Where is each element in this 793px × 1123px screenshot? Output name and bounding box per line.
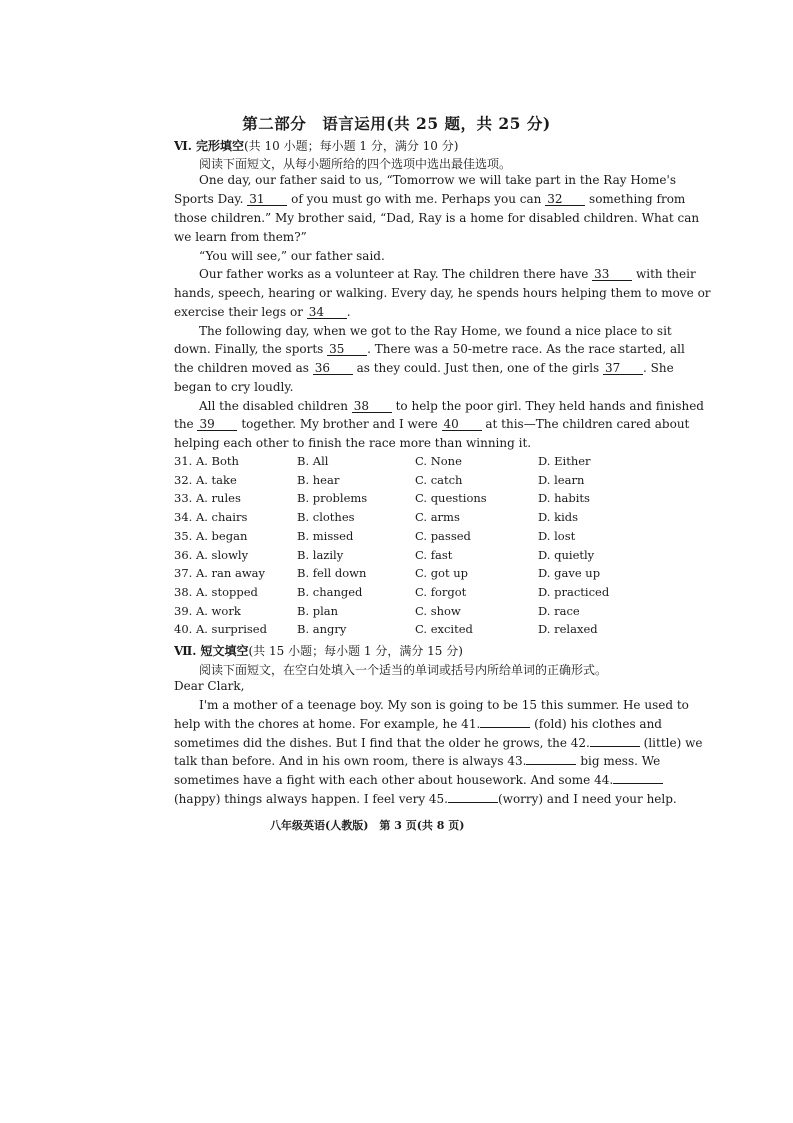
blank-38: 38: [352, 400, 392, 413]
passage-line: [174, 305, 650, 319]
letter-text: talk than before. And in his own room, there is always 43.: [174, 754, 527, 768]
option-35-d: D. lost: [538, 529, 576, 543]
option-32-d: D. learn: [538, 473, 585, 487]
option-39-d: D. race: [538, 604, 580, 618]
passage-line: [199, 173, 676, 187]
passage-line: [174, 436, 650, 450]
option-37-a: 37. A. ran away: [174, 566, 266, 580]
passage-line: [174, 192, 686, 206]
option-36-c: C. fast: [415, 548, 453, 562]
option-34-d: D. kids: [538, 510, 579, 524]
option-35-b: B. missed: [297, 529, 354, 543]
letter-text: (fold) his clothes and: [534, 717, 662, 731]
option-34-c: C. arms: [415, 510, 460, 524]
passage-text: down. Finally, the sports: [174, 342, 324, 356]
passage-text: the children moved as: [174, 361, 309, 375]
letter-text: sometimes did the dishes. But I find that the older he grows, the 42.: [174, 736, 590, 750]
passage-text: those children.” My brother said, “Dad, Ray is a home for disabled children. What can: [174, 211, 700, 225]
option-31-b: B. All: [297, 454, 329, 468]
passage-text: . She: [643, 361, 674, 375]
option-40-d: D. relaxed: [538, 622, 598, 636]
option-31-d: D. Either: [538, 454, 591, 468]
passage-line: [174, 361, 674, 375]
option-32-a: 32. A. take: [174, 473, 237, 487]
option-34-a: 34. A. chairs: [174, 510, 248, 524]
page-footer: 八年级英语(人教版) 第 3 页(共 8 页): [270, 819, 465, 832]
option-38-b: B. changed: [297, 585, 363, 599]
blank-41[interactable]: [480, 727, 530, 728]
letter-line: [174, 736, 703, 750]
letter-text: big mess. We: [580, 754, 661, 768]
option-31-c: C. None: [415, 454, 462, 468]
section-6-header: [174, 137, 458, 154]
passage-text: exercise their legs or: [174, 305, 303, 319]
option-33-a: 33. A. rules: [174, 491, 241, 505]
section-7-rule: (共 15 小题；每小题 1 分，满分 15 分): [248, 644, 463, 658]
passage-text: as they could. Just then, one of the girls: [356, 361, 600, 375]
letter-line: [174, 717, 662, 731]
letter-text: (happy) things always happen. I feel very 45.: [174, 792, 448, 806]
option-40-c: C. excited: [415, 622, 473, 636]
option-33-b: B. problems: [297, 491, 368, 505]
passage-text: hands, speech, hearing or walking. Every day, he spends hours helping them to move or: [174, 286, 711, 300]
option-32-c: C. catch: [415, 473, 463, 487]
passage-text: “You will see,” our father said.: [199, 249, 385, 263]
blank-34: 34: [307, 306, 347, 319]
option-38-d: D. practiced: [538, 585, 610, 599]
letter-text: (little) we: [643, 736, 703, 750]
passage-text: the: [174, 417, 194, 431]
blank-35: 35: [327, 343, 367, 356]
option-39-a: 39. A. work: [174, 604, 241, 618]
blank-44[interactable]: [613, 783, 663, 784]
section-6-rule: (共 10 小题；每小题 1 分，满分 10 分): [244, 139, 459, 153]
passage-text: .: [346, 305, 351, 319]
option-35-a: 35. A. began: [174, 529, 248, 543]
option-34-b: B. clothes: [297, 510, 355, 524]
passage-text: we learn from them?”: [174, 230, 307, 244]
passage-text: with their: [636, 267, 696, 281]
blank-36: 36: [313, 362, 353, 375]
option-40-a: 40. A. surprised: [174, 622, 267, 636]
passage-text: something from: [589, 192, 686, 206]
blank-39: 39: [197, 418, 237, 431]
option-37-d: D. gave up: [538, 566, 601, 580]
section-7-instruction: 阅读下面短文，在空白处填入一个适当的单词或括号内所给单词的正确形式。: [199, 663, 608, 677]
blank-42[interactable]: [590, 746, 640, 747]
passage-text: Sports Day.: [174, 192, 244, 206]
passage-line: [199, 324, 672, 338]
option-39-c: C. show: [415, 604, 461, 618]
option-38-a: 38. A. stopped: [174, 585, 258, 599]
passage-text: One day, our father said to us, “Tomorrow we will take part in the Ray Home's: [199, 173, 676, 187]
passage-text: began to cry loudly.: [174, 380, 294, 394]
option-40-b: B. angry: [297, 622, 347, 636]
option-32-b: B. hear: [297, 473, 340, 487]
blank-45[interactable]: [448, 802, 498, 803]
section-7-header: [174, 642, 463, 659]
section-6-number: Ⅵ.: [174, 139, 192, 153]
option-37-c: C. got up: [415, 566, 469, 580]
option-33-c: C. questions: [415, 491, 487, 505]
section-7-name: 短文填空: [200, 644, 249, 658]
passage-text: of you must go with me. Perhaps you can: [291, 192, 542, 206]
part-title: 第二部分 语言运用(共 25 题，共 25 分): [242, 114, 551, 133]
passage-line: [199, 267, 696, 281]
passage-text: together. My brother and I were: [241, 417, 438, 431]
passage-text: All the disabled children: [199, 399, 348, 413]
passage-text: The following day, when we got to the Ray Home, we found a nice place to sit: [199, 324, 672, 338]
passage-line: [174, 342, 685, 356]
passage-text: helping each other to finish the race more than winning it.: [174, 436, 532, 450]
letter-text: sometimes have a fight with each other about housework. And some 44.: [174, 773, 614, 787]
option-37-b: B. fell down: [297, 566, 367, 580]
section-6-instruction: 阅读下面短文，从每小题所给的四个选项中选出最佳选项。: [199, 157, 512, 171]
letter-line: [174, 792, 677, 806]
option-36-d: D. quietly: [538, 548, 595, 562]
passage-line: [174, 211, 700, 225]
section-6-name: 完形填空: [195, 139, 244, 153]
blank-32: 32: [545, 193, 585, 206]
letter-line: [174, 773, 650, 787]
option-33-d: D. habits: [538, 491, 590, 505]
passage-text: Our father works as a volunteer at Ray. The children there have: [199, 267, 589, 281]
passage-text: . There was a 50-metre race. As the race started, all: [367, 342, 685, 356]
passage-text: to help the poor girl. They held hands and finished: [395, 399, 704, 413]
letter-text: Dear Clark,: [174, 679, 245, 693]
letter-text: help with the chores at home. For example, he 41.: [174, 717, 481, 731]
blank-43[interactable]: [526, 764, 576, 765]
option-36-a: 36. A. slowly: [174, 548, 249, 562]
passage-line: [174, 286, 711, 300]
option-39-b: B. plan: [297, 604, 339, 618]
letter-line: [174, 754, 661, 768]
option-35-c: C. passed: [415, 529, 471, 543]
blank-33: 33: [592, 268, 632, 281]
passage-line: [174, 230, 650, 244]
passage-line: [199, 399, 704, 413]
blank-31: 31: [247, 193, 287, 206]
passage-line: [174, 380, 650, 394]
option-31-a: 31. A. Both: [174, 454, 239, 468]
letter-line: [199, 698, 689, 712]
letter-text: I'm a mother of a teenage boy. My son is going to be 15 this summer. He used to: [199, 698, 689, 712]
option-36-b: B. lazily: [297, 548, 344, 562]
passage-line: [199, 249, 650, 263]
section-7-number: Ⅶ.: [174, 644, 197, 658]
passage-line: [174, 417, 690, 431]
blank-40: 40: [442, 418, 482, 431]
passage-text: at this—The children cared about: [485, 417, 690, 431]
blank-37: 37: [603, 362, 643, 375]
letter-greeting: [174, 679, 650, 693]
letter-text: (worry) and I need your help.: [498, 792, 677, 806]
option-38-c: C. forgot: [415, 585, 467, 599]
